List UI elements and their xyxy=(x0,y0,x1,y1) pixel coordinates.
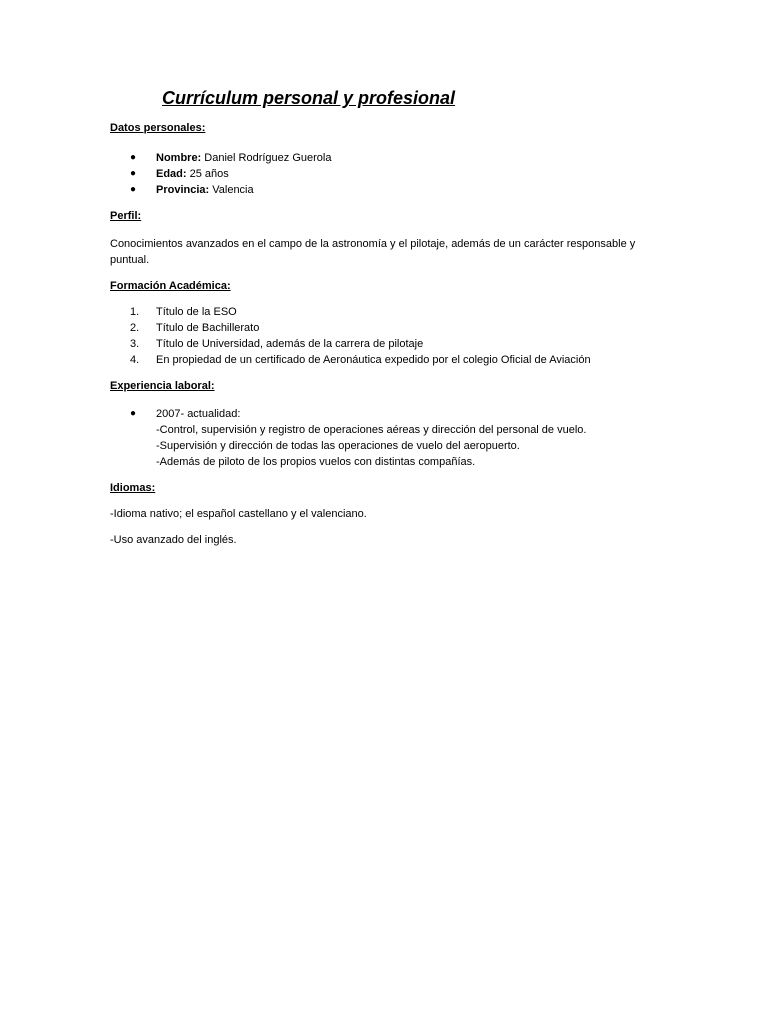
experiencia-list xyxy=(110,406,670,470)
idiomas-line: -Idioma nativo; el español castellano y el valenciano. xyxy=(110,508,367,520)
item-number: 2. xyxy=(130,322,140,334)
item-text: Título de Bachillerato xyxy=(156,322,260,334)
field-label: Edad: xyxy=(156,168,187,180)
document-title: Currículum personal y profesional xyxy=(162,88,456,108)
section-heading-datos: Datos personales: xyxy=(110,122,206,134)
resume-document xyxy=(110,86,670,548)
idiomas-line: -Uso avanzado del inglés. xyxy=(110,534,237,546)
bullet-icon: ● xyxy=(130,184,137,195)
item-text: En propiedad de un certificado de Aeronáutica expedido por el colegio Oficial de Aviación xyxy=(156,354,591,366)
field-label: Provincia: xyxy=(156,184,210,196)
item-number: 3. xyxy=(130,338,140,350)
field-label: Nombre: xyxy=(156,152,202,164)
list-item xyxy=(110,320,670,336)
list-item xyxy=(110,166,670,182)
section-heading-experiencia: Experiencia laboral: xyxy=(110,380,215,392)
perfil-text: Conocimientos avanzados en el campo de la astronomía y el pilotaje, además de un carácter responsable y puntual. xyxy=(110,238,636,266)
experience-line: -Supervisión y dirección de todas las operaciones de vuelo del aeropuerto. xyxy=(156,440,520,452)
item-number: 4. xyxy=(130,354,140,366)
field-value: Valencia xyxy=(209,184,254,196)
list-item xyxy=(110,352,670,368)
experience-line: -Control, supervisión y registro de operaciones aéreas y dirección del personal de vuelo. xyxy=(156,424,587,436)
field-value: 25 años xyxy=(186,168,229,180)
list-item xyxy=(110,336,670,352)
datos-list xyxy=(110,150,670,198)
list-item xyxy=(110,304,670,320)
experience-line: -Además de piloto de los propios vuelos con distintas compañías. xyxy=(156,456,476,468)
item-text: Título de Universidad, además de la carrera de pilotaje xyxy=(156,338,424,350)
experience-period: 2007- actualidad: xyxy=(156,408,241,420)
section-heading-perfil: Perfil: xyxy=(110,210,142,222)
bullet-icon: ● xyxy=(130,152,137,163)
item-text: Título de la ESO xyxy=(156,306,237,318)
bullet-icon: ● xyxy=(130,408,137,419)
section-heading-formacion: Formación Académica: xyxy=(110,280,231,292)
field-value: Daniel Rodríguez Guerola xyxy=(201,152,332,164)
list-item xyxy=(110,182,670,198)
section-heading-idiomas: Idiomas: xyxy=(110,482,156,494)
item-number: 1. xyxy=(130,306,140,318)
formacion-list xyxy=(110,304,670,368)
list-item xyxy=(110,150,670,166)
list-item xyxy=(110,406,670,470)
bullet-icon: ● xyxy=(130,168,137,179)
